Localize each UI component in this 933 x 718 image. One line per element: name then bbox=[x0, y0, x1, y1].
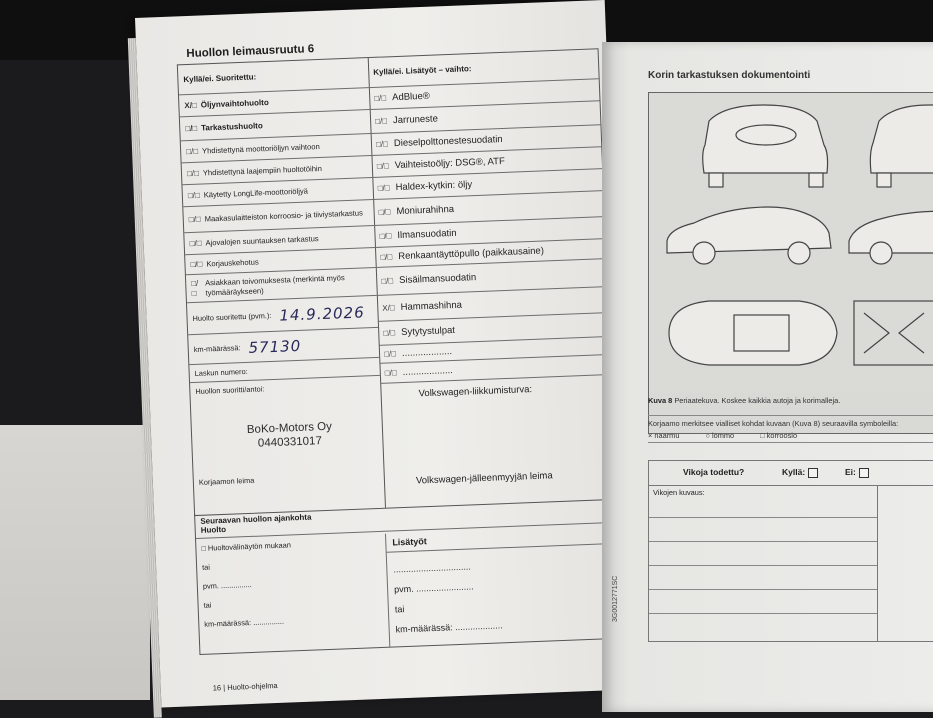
checkbox-pair[interactable]: □/□ bbox=[383, 327, 396, 338]
no-checkbox[interactable] bbox=[859, 468, 869, 478]
document-code: 3G0012771SC bbox=[612, 575, 619, 622]
checkbox-pair[interactable]: □/□ bbox=[191, 278, 199, 298]
fault-table bbox=[648, 460, 933, 642]
next-service-box bbox=[194, 498, 621, 655]
car-outline-illustration bbox=[649, 93, 933, 393]
next-service-additional-line: tai bbox=[394, 604, 405, 615]
body-inspection-title: Korin tarkastuksen dokumentointi bbox=[648, 70, 811, 81]
workshop-stamp-box bbox=[190, 376, 384, 493]
no-label: Ei: bbox=[845, 467, 856, 477]
left-page bbox=[135, 0, 631, 707]
mileage-value: 57130 bbox=[248, 336, 302, 357]
caption-text: Periaatekuva. Koskee kaikkia autoja ja korimalleja. bbox=[674, 396, 841, 405]
performed-item-label: Yhdistettynä moottoriöljyn vaihtoon bbox=[201, 141, 320, 156]
additional-work-label: Sytytystulpat bbox=[400, 324, 456, 338]
additional-work-label: Hammashihna bbox=[400, 299, 463, 313]
right-page bbox=[602, 42, 933, 712]
next-service-option: pvm. ............... bbox=[202, 579, 252, 591]
checkbox-pair[interactable]: □/□ bbox=[188, 214, 201, 224]
additional-work-label: AdBlue® bbox=[391, 90, 430, 103]
fault-line bbox=[649, 613, 877, 614]
performed-item-label: Öljynvaihtohuolto bbox=[200, 97, 269, 110]
additional-work-label: Sisäilmansuodatin bbox=[398, 271, 477, 286]
service-date-label: Huolto suoritettu (pvm.): bbox=[192, 310, 272, 323]
figure-caption bbox=[648, 396, 840, 405]
dealer-stamp-box bbox=[380, 375, 614, 494]
next-service-options bbox=[196, 534, 390, 654]
checkbox-pair[interactable]: □/□ bbox=[374, 92, 387, 103]
performed-item-label: Käytetty LongLife-moottoriöljyä bbox=[203, 185, 309, 199]
workshop-name: BoKo-Motors Oy bbox=[246, 420, 333, 437]
car-body-diagram bbox=[648, 92, 933, 434]
checkbox-pair[interactable]: □/□ bbox=[379, 230, 392, 241]
yes-checkbox[interactable] bbox=[808, 468, 818, 478]
checkbox-pair[interactable]: □/□ bbox=[189, 238, 202, 248]
checkbox-pair[interactable]: □/□ bbox=[376, 160, 389, 171]
additional-work-label: Dieselpolttonestesuodatin bbox=[393, 133, 503, 149]
next-service-additional-line: pvm. ....................... bbox=[393, 581, 474, 595]
performed-item-label: Maakasulaitteiston korroosio- ja tiiviystarkastus bbox=[204, 207, 363, 223]
next-service-option: □ Huoltovälinäytön mukaan bbox=[201, 540, 292, 553]
checkbox-pair[interactable]: □/□ bbox=[380, 251, 393, 262]
form-title: Huollon leimausruutu 6 bbox=[186, 43, 315, 61]
checkbox-pair[interactable]: □/□ bbox=[384, 367, 397, 378]
checkbox-pair[interactable]: □/□ bbox=[187, 190, 200, 200]
additional-work-label: Renkaantäyttöpullo (paikkausaine) bbox=[398, 244, 545, 262]
performed-header: Kyllä/ei. Suoritettu: bbox=[178, 58, 369, 95]
fault-line bbox=[649, 589, 877, 590]
checkbox-pair[interactable]: □/□ bbox=[375, 138, 389, 149]
workshop-phone: 0440331017 bbox=[257, 435, 323, 450]
additional-work-label: ................... bbox=[401, 345, 453, 359]
performed-item-label: Asiakkaan toivomuksesta (merkintä myös työmääräykseen) bbox=[204, 272, 345, 297]
additional-work-label: Jarruneste bbox=[392, 112, 439, 126]
service-date-value: 14.9.2026 bbox=[279, 302, 366, 325]
performed-item-label: Yhdistettynä laajempiin huoltotöihin bbox=[202, 163, 323, 178]
next-service-additional-line: km-määrässä: ................... bbox=[395, 620, 503, 635]
additional-work-label: Vaihteistoöljy: DSG®, ATF bbox=[394, 155, 506, 171]
workshop-stamp bbox=[247, 420, 333, 451]
fault-line bbox=[649, 517, 877, 518]
dealer-stamp-label: Volkswagen-jälleenmyyjän leima bbox=[415, 470, 553, 487]
table-surface bbox=[0, 425, 150, 700]
caption-number: Kuva 8 bbox=[648, 396, 673, 405]
additional-work-label: Ilmansuodatin bbox=[397, 227, 457, 241]
marking-note: Korjaamo merkitsee vialliset kohdat kuvaan (Kuva 8) seuraavilla symboleilla: bbox=[648, 415, 933, 428]
checkbox-pair[interactable]: □/□ bbox=[381, 275, 394, 286]
next-service-additional bbox=[386, 525, 620, 647]
next-service-subtitle: Huolto bbox=[200, 524, 227, 535]
page-footer: 16 | Huolto-ohjelma bbox=[212, 681, 278, 693]
mileage-label: km-määrässä: bbox=[193, 342, 241, 354]
performed-item-label: Korjauskehotus bbox=[206, 256, 259, 268]
legend-item: □ korroosio bbox=[760, 431, 798, 440]
checkbox-pair[interactable]: □/□ bbox=[185, 123, 198, 133]
fault-description-label: Vikojen kuvaus: bbox=[653, 488, 705, 497]
legend-item: × naarmu bbox=[648, 431, 680, 440]
next-service-option: tai bbox=[203, 600, 212, 610]
additional-work-title: Lisätyöt bbox=[386, 525, 617, 553]
workshop-stamp-label: Korjaamon leima bbox=[198, 475, 255, 487]
checkbox-pair[interactable]: X/□ bbox=[184, 100, 197, 110]
next-service-title-text: Seuraavan huollon ajankohta bbox=[200, 512, 312, 526]
yes-option[interactable] bbox=[782, 467, 818, 478]
performed-item-label: Ajovalojen suuntauksen tarkastus bbox=[205, 233, 319, 247]
performed-column bbox=[178, 58, 389, 515]
additional-work-column bbox=[368, 49, 615, 507]
checkbox-pair[interactable]: X/□ bbox=[382, 302, 395, 313]
faults-question: Vikoja todettu? bbox=[683, 467, 745, 477]
yes-label: Kyllä: bbox=[782, 467, 806, 477]
next-service-option: tai bbox=[201, 562, 211, 572]
checkbox-pair[interactable]: □/□ bbox=[190, 259, 203, 269]
service-stamp-form bbox=[177, 48, 616, 516]
invoice-label: Laskun numero: bbox=[194, 366, 248, 378]
additional-work-label: Haldex-kytkin: öljy bbox=[395, 178, 473, 193]
performed-by-label: Huollon suoritti/antoi: bbox=[195, 384, 265, 396]
performed-item-label: Tarkastushuolto bbox=[200, 120, 263, 133]
checkbox-pair[interactable]: □/□ bbox=[185, 146, 199, 156]
fault-line bbox=[649, 565, 877, 566]
fault-line bbox=[649, 541, 877, 542]
no-option[interactable] bbox=[845, 467, 869, 478]
checkbox-pair[interactable]: □/□ bbox=[383, 348, 397, 359]
fault-description-area[interactable] bbox=[649, 485, 878, 641]
warranty-label: Volkswagen-liikkumisturva: bbox=[418, 384, 533, 400]
fault-question-row bbox=[649, 461, 933, 486]
next-service-additional-line: ............................... bbox=[393, 561, 472, 575]
additional-work-label: ................... bbox=[402, 364, 454, 378]
next-service-option: km-määrässä: ............... bbox=[204, 616, 285, 629]
checkbox-pair[interactable]: □/□ bbox=[186, 168, 200, 178]
symbol-legend bbox=[648, 431, 933, 443]
checkbox-pair[interactable]: □/□ bbox=[377, 182, 390, 193]
additional-work-label: Moniurahihna bbox=[396, 203, 455, 217]
additional-work-header: Kyllä/ei. Lisätyöt – vaihto: bbox=[368, 49, 599, 88]
checkbox-pair[interactable]: □/□ bbox=[374, 115, 388, 126]
checkbox-pair[interactable]: □/□ bbox=[378, 206, 391, 217]
legend-item: ○ lommo bbox=[705, 431, 735, 440]
